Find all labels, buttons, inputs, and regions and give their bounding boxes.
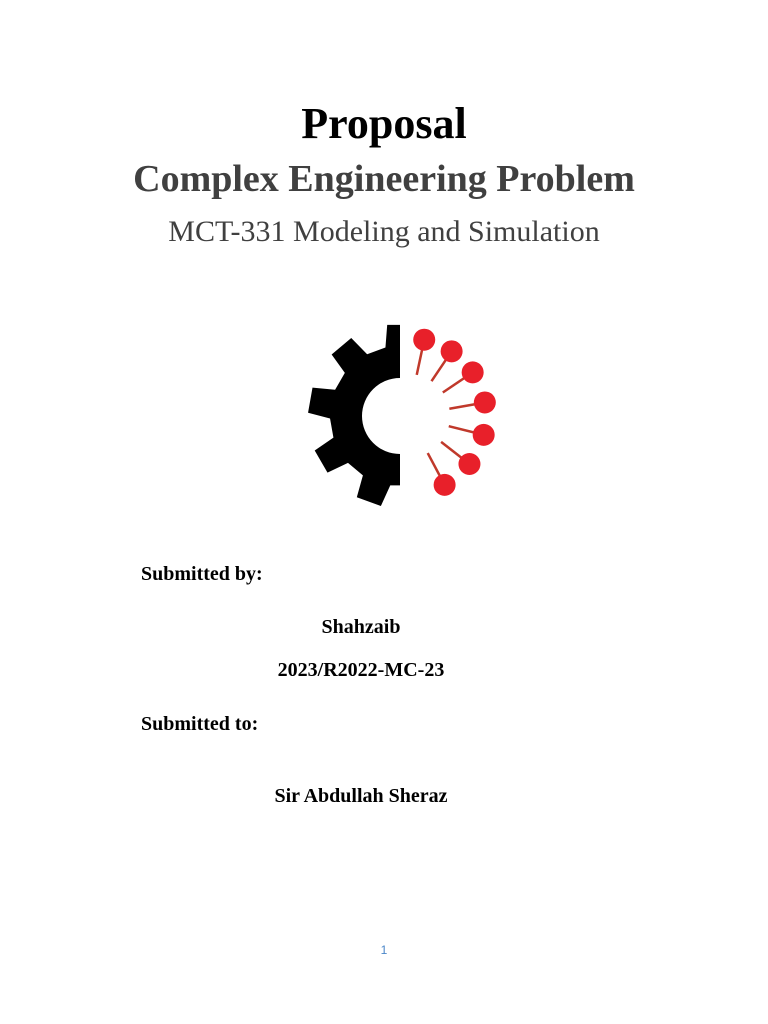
document-title: Proposal: [301, 99, 467, 148]
submitted-to-label: Submitted to:: [141, 713, 259, 735]
pin-head: [473, 424, 495, 446]
pin-head: [462, 361, 484, 383]
course-title: MCT-331 Modeling and Simulation: [168, 215, 600, 248]
student-id: 2023/R2022-MC-23: [277, 659, 445, 681]
pin-head: [434, 474, 456, 496]
supervisor-name: Sir Abdullah Sheraz: [274, 785, 448, 807]
gear-pins-logo-icon: [296, 318, 496, 514]
page-number: 1: [380, 943, 388, 957]
pin-head: [474, 391, 496, 413]
document-subtitle: Complex Engineering Problem: [133, 158, 635, 200]
pin-head: [413, 329, 435, 351]
submitted-by-label: Submitted by:: [141, 563, 263, 585]
gear-shape: [308, 325, 492, 506]
pin-head: [441, 340, 463, 362]
pin-head: [458, 453, 480, 475]
student-name: Shahzaib: [321, 616, 401, 638]
